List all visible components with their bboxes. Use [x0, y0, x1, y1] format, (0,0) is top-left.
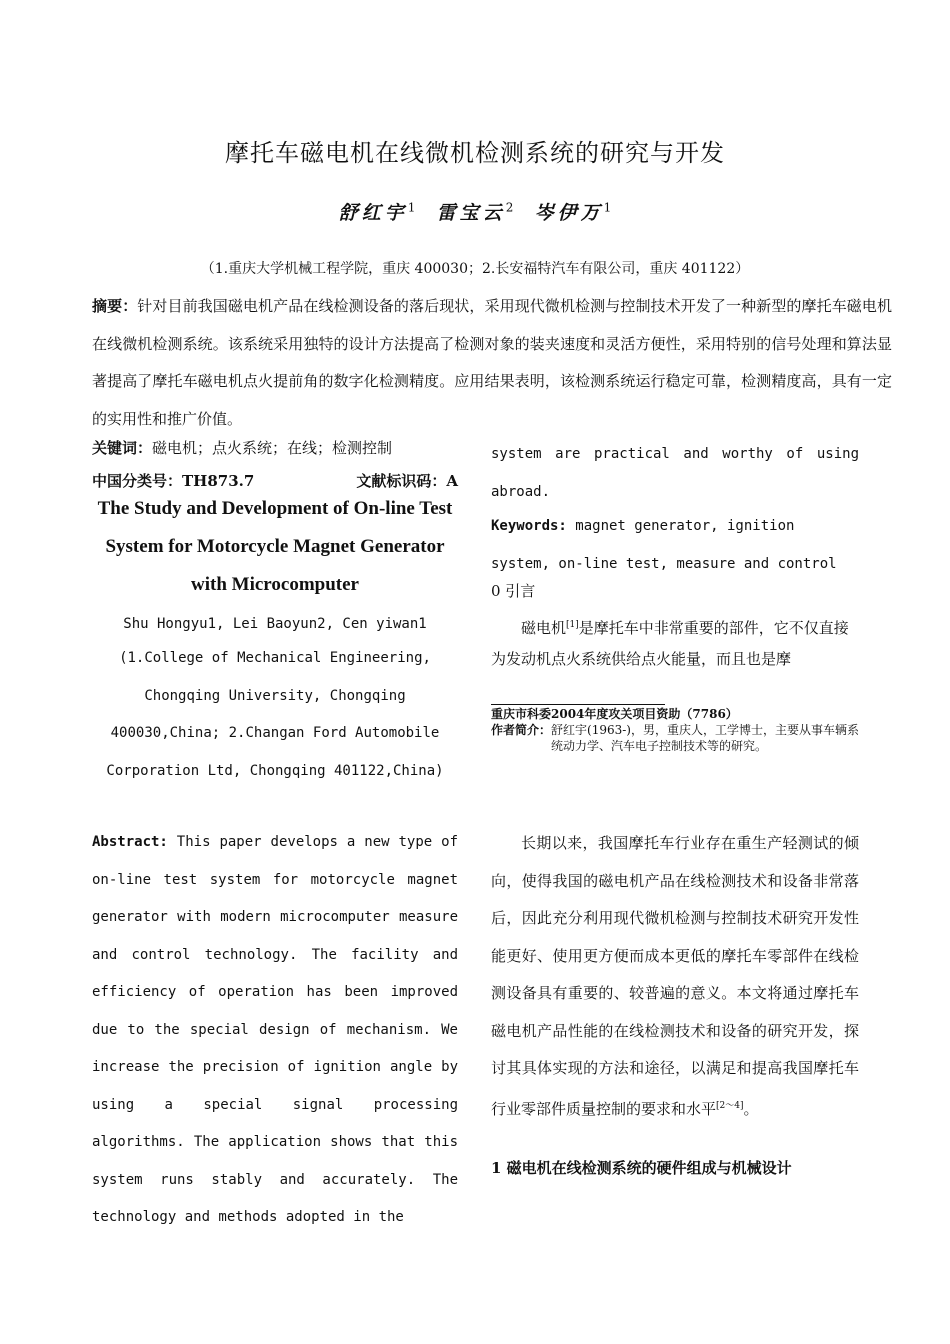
footnote-rule	[491, 704, 665, 705]
keywords-cn-text: 磁电机；点火系统；在线；检测控制	[152, 439, 393, 457]
abstract-en-text: This paper develops a new type of on-line test system for motorcycle magnet generator with modern microcomputer measure and control technology. The facility and efficiency of operation has been improved due to the special design of mechanism. We increase the precision of ignition angle by using a special signal processing algorithms. The application shows that this system runs stably and accurately. The technology and methods adopted in the	[92, 834, 458, 1225]
author-name: 舒红宇	[338, 202, 408, 224]
keywords-en-label: Keywords:	[491, 518, 567, 534]
affiliation: （1.重庆大学机械工程学院，重庆 400030；2.长安福特汽车有限公司，重庆 401122）	[200, 261, 750, 277]
abstract-en-continued: system are practical and worthy of using abroad.	[491, 446, 859, 500]
footnote-author	[491, 722, 861, 754]
classification-line	[92, 470, 458, 491]
keywords-en-text: magnet generator, ignition system, on-line test, measure and control	[491, 518, 837, 572]
doc-code-label: 文献标识码：	[356, 472, 447, 490]
abstract-en-label: Abstract:	[92, 834, 168, 850]
author-list	[0, 198, 950, 225]
doc-code	[356, 470, 458, 491]
intro-paragraph-2	[491, 825, 859, 1128]
section-heading-1: 1 磁电机在线检测系统的硬件组成与机械设计	[491, 1159, 792, 1177]
classification-value: TH873.7	[182, 472, 255, 490]
intro-text: 长期以来，我国摩托车行业存在重生产轻测试的倾向，使得我国的磁电机产品在线检测技术和设备非常落后，因此充分利用现代微机检测与控制技术研究开发性能更好、使用更方便而成本更低的摩托车零部件在线检测设备具有重要的、较普遍的意义。本文将通过摩托车磁电机产品性能的在线检测技术和设备的研究开发，探讨其具体实现的方法和途径，以满足和提高我国摩托车行业零部件质量控制的要求和水平	[491, 834, 859, 1118]
citation-ref: [2～4]	[716, 1100, 744, 1111]
intro-paragraph	[491, 610, 859, 675]
footnote	[491, 706, 861, 754]
classification-label: 中国分类号：	[92, 472, 183, 490]
doc-code-value: A	[446, 472, 458, 490]
abstract-cn	[92, 288, 892, 438]
paper-title: 摩托车磁电机在线微机检测系统的研究与开发	[225, 139, 725, 167]
author-name: 雷宝云	[436, 202, 506, 224]
author-affil-mark: 1	[407, 200, 416, 215]
english-affiliation: (1.College of Mechanical Engineering, Chongqing University, Chongqing 400030,China; 2.Changan Ford Automobile Corporation Ltd, Chongqing 401122,China)	[106, 650, 444, 779]
author-affil-mark: 2	[505, 200, 514, 215]
author-affil-mark: 1	[603, 200, 612, 215]
english-authors: Shu Hongyu1, Lei Baoyun2, Cen yiwan1	[123, 616, 427, 632]
footnote-fund: 重庆市科委2004年度攻关项目资助（7786）	[491, 707, 738, 721]
intro-text: 是摩托车中非常重要的部件，它不仅直接为发动机点火系统供给点火能量，而且也是摩	[491, 619, 849, 668]
author-name: 岑伊万	[534, 202, 604, 224]
abstract-cn-label: 摘要：	[92, 297, 138, 315]
intro-text: 磁电机	[521, 619, 567, 637]
citation-ref: [1]	[566, 620, 579, 630]
english-title: The Study and Development of On-line Test System for Motorcycle Magnet Generator with Microcomputer	[97, 498, 453, 595]
intro-text-end: 。	[743, 1099, 759, 1118]
footnote-author-label: 作者简介：	[491, 723, 552, 737]
footnote-author-text: 舒红宇(1963-)，男，重庆人，工学博士，主要从事车辆系统动力学、汽车电子控制技术等的研究。	[551, 723, 859, 753]
keywords-cn-label: 关键词：	[92, 439, 153, 457]
section-heading-intro: 0 引言	[491, 582, 536, 600]
abstract-cn-text: 针对目前我国磁电机产品在线检测设备的落后现状，采用现代微机检测与控制技术开发了一种新型的摩托车磁电机在线微机检测系统。该系统采用独特的设计方法提高了检测对象的装夹速度和灵活方便性，采用特别的信号处理和算法显著提高了摩托车磁电机点火提前角的数字化检测精度。应用结果表明，该检测系统运行稳定可靠，检测精度高，具有一定的实用性和推广价值。	[92, 297, 892, 428]
abstract-en	[92, 824, 458, 1237]
keywords-en	[491, 508, 859, 583]
keywords-cn	[92, 437, 392, 458]
